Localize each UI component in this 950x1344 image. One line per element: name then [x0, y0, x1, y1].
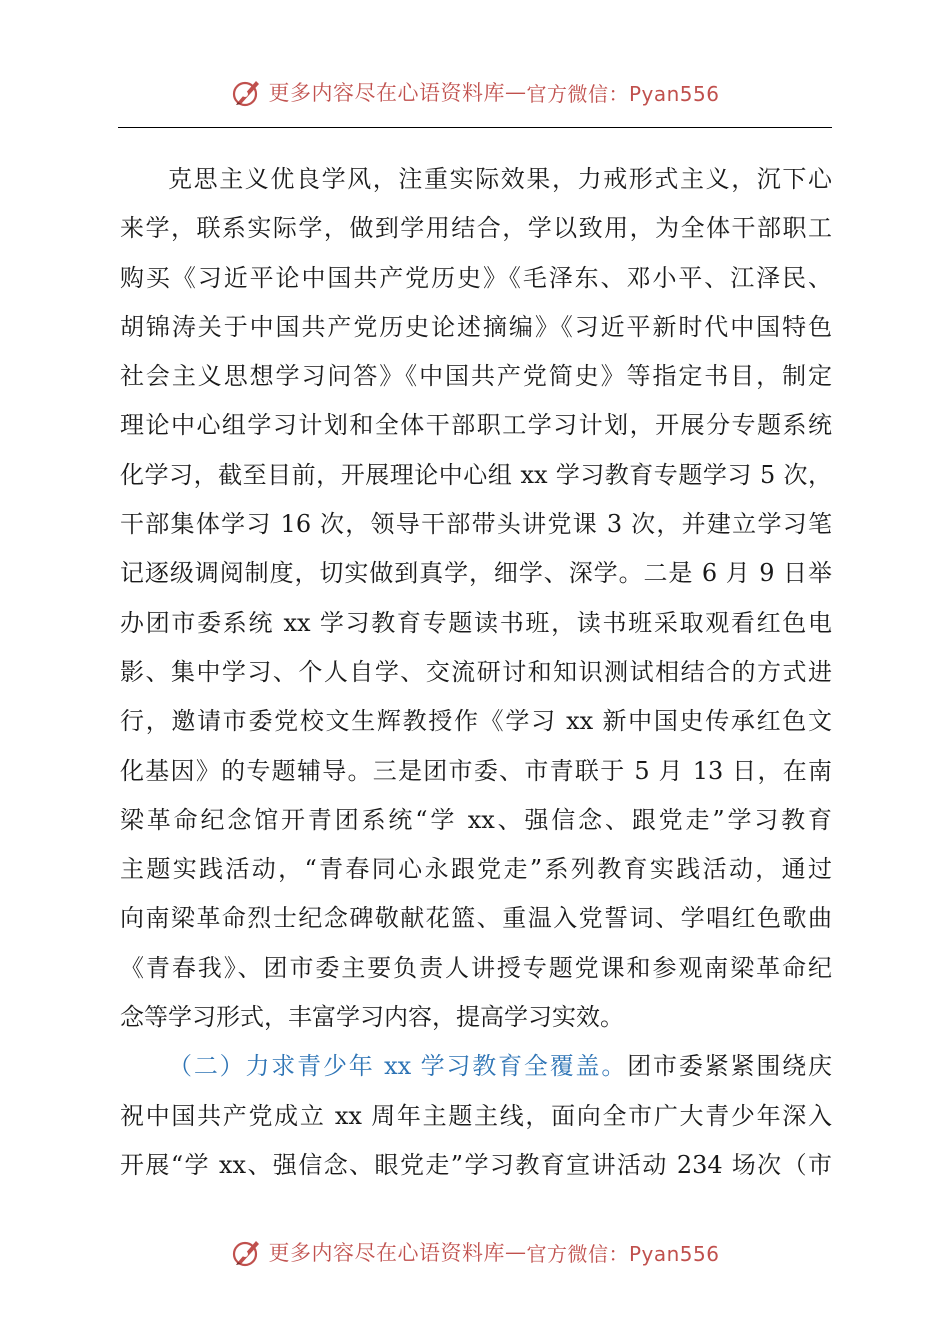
footer-banner-dash: —	[504, 1240, 527, 1264]
footer-banner-wechat: 官方微信：Pyan556	[526, 1241, 720, 1266]
paragraph-line: 向南梁革命烈士纪念碑敬献花篮、重温入党誓词、学唱红色歌曲	[120, 904, 832, 933]
paragraph-line: 《青春我》、团市委主要负责人讲授专题党课和参观南梁革命纪	[120, 953, 832, 982]
header-divider	[118, 127, 832, 128]
paragraph-line: 念等学习形式，丰富学习内容，提高学习实效。	[120, 1003, 624, 1032]
section-heading-continuation: 团市委紧紧围绕庆	[627, 1052, 833, 1081]
paragraph-line: 办团市委系统 xx 学习教育专题读书班，读书班采取观看红色电	[120, 608, 832, 637]
paragraph-line: 行，邀请市委党校文生辉教授作《学习 xx 新中国史传承红色文	[120, 707, 832, 736]
paragraph-line: 开展“学 xx、强信念、眼党走”学习教育宣讲活动 234 场次（市	[120, 1150, 832, 1179]
section-heading: （二）力求青少年 xx 学习教育全覆盖。	[168, 1052, 628, 1081]
paragraph-line: 克思主义优良学风，注重实际效果，力戒形式主义，沉下心	[168, 165, 832, 193]
pen-logo-icon	[230, 1235, 264, 1269]
paragraph-line: 社会主义思想学习问答》《中国共产党简史》等指定书目，制定	[120, 362, 832, 391]
paragraph-line: 理论中心组学习计划和全体干部职工学习计划，开展分专题系统	[120, 411, 832, 440]
paragraph-line: 祝中国共产党成立 xx 周年主题主线，面向全市广大青少年深入	[120, 1101, 832, 1130]
paragraph-line: 来学，联系实际学，做到学用结合，学以致用，为全体干部职工	[120, 214, 832, 243]
section-two-first-line	[120, 1042, 832, 1091]
paragraph-line: 主题实践活动，“青春同心永跟党走”系列教育实践活动，通过	[120, 855, 832, 884]
document-body	[120, 155, 832, 1190]
header-banner-dash: —	[504, 80, 527, 104]
paragraph-line: 化基因》的专题辅导。三是团市委、市青联于 5 月 13 日，在南	[120, 756, 832, 785]
footer-banner	[0, 1232, 950, 1272]
pen-logo-icon	[230, 75, 264, 109]
paragraph-line: 记逐级调阅制度，切实做到真学，细学、深学。二是 6 月 9 日举	[120, 559, 832, 588]
header-banner-main: 更多内容尽在心语资料库	[268, 81, 505, 105]
paragraph-line: 干部集体学习 16 次，领导干部带头讲党课 3 次，并建立学习笔	[120, 510, 832, 539]
paragraph-line: 化学习，截至目前，开展理论中心组 xx 学习教育专题学习 5 次，	[120, 460, 832, 489]
footer-banner-main: 更多内容尽在心语资料库	[268, 1241, 505, 1265]
header-banner	[0, 72, 950, 112]
header-banner-wechat: 官方微信：Pyan556	[526, 81, 720, 106]
paragraph-line: 影、集中学习、个人自学、交流研讨和知识测试相结合的方式进	[120, 657, 832, 686]
paragraph-line: 购买《习近平论中国共产党历史》《毛泽东、邓小平、江泽民、	[120, 263, 832, 292]
paragraph-line: 梁革命纪念馆开青团系统“学 xx、强信念、跟党走”学习教育	[120, 805, 832, 834]
paragraph-line: 胡锦涛关于中国共产党历史论述摘编》《习近平新时代中国特色	[120, 312, 832, 341]
